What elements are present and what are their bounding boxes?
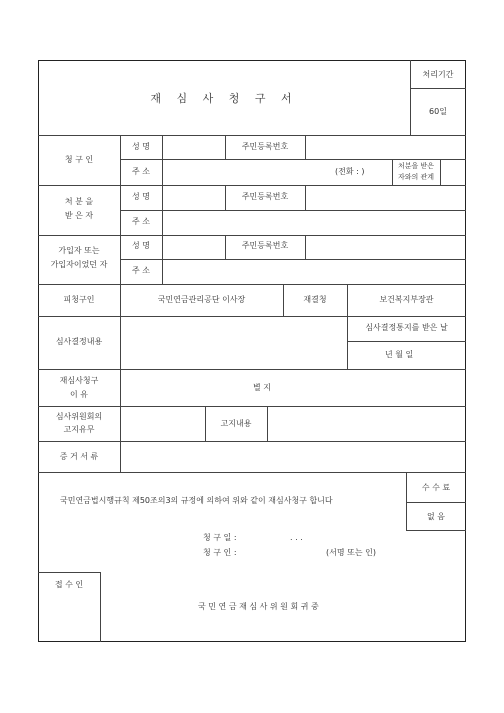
rule	[38, 284, 466, 285]
committee-notice-label-line1: 심사위원회의	[55, 412, 103, 421]
rule	[38, 185, 466, 186]
committee-notice-label-line2: 고지유무	[63, 425, 95, 434]
rule	[305, 235, 306, 259]
agency-label: 재결청	[303, 295, 327, 304]
rule	[38, 135, 466, 136]
fee-label: 수 수 료	[421, 483, 451, 492]
rule	[38, 406, 466, 407]
rule	[38, 572, 100, 573]
notice-content-label: 고지내용	[220, 419, 252, 428]
rule	[162, 235, 163, 284]
claimant-rrn-label: 주민등록번호	[241, 142, 289, 151]
rule	[100, 572, 101, 642]
rule	[305, 185, 306, 210]
reason-value: 별 지	[253, 383, 271, 392]
rule	[38, 441, 466, 442]
fee-value: 없 음	[427, 512, 445, 521]
disposition-subject-address-label: 주 소	[132, 217, 150, 226]
respondent-value: 국민연금관리공단 이사장	[157, 295, 246, 304]
subscriber-label-line1: 가입자 또는	[58, 246, 100, 255]
agency-value: 보건복지부장관	[379, 295, 434, 304]
evidence-label: 증 거 서 류	[59, 452, 99, 461]
relation-label-line2: 자와의 관계	[397, 173, 435, 181]
rule	[38, 472, 466, 473]
claimant-name-label: 성 명	[132, 142, 150, 151]
subscriber-name-label: 성 명	[132, 241, 150, 250]
rule	[406, 502, 466, 503]
rule	[120, 159, 466, 160]
rule	[120, 210, 466, 211]
subscriber-label-line2: 가입자이었던 자	[50, 260, 108, 269]
rule	[120, 259, 466, 260]
disposition-subject-label-line2: 받 은 자	[64, 211, 94, 220]
rule	[38, 369, 466, 370]
claim-date-value: . . .	[290, 533, 303, 542]
rule	[440, 159, 441, 185]
rule	[305, 135, 306, 160]
review-decision-label: 심사결정내용	[55, 337, 103, 346]
rule	[347, 341, 466, 342]
claim-statement: 국민연금법시행규칙 제50조의3의 규정에 의하여 위와 같이 재심사청구 합니다	[60, 496, 333, 505]
notice-date-label: 심사결정통지를 받은 날	[365, 323, 448, 332]
processing-period-value: 60일	[429, 107, 447, 116]
relation-label-line1: 처분을 받은	[397, 162, 435, 170]
rule	[162, 185, 163, 235]
claim-date-label: 청 구 일 :	[203, 533, 237, 542]
sign-note: (서명 또는 인)	[326, 548, 376, 557]
disposition-subject-label-line1: 처 분 을	[64, 197, 94, 206]
rule	[38, 316, 466, 317]
respondent-label: 피청구인	[63, 295, 95, 304]
claimant-address-label: 주 소	[132, 167, 150, 176]
receipt-label: 접 수 인	[54, 580, 84, 589]
subscriber-rrn-label: 주민등록번호	[241, 241, 289, 250]
addressee: 국 민 연 금 재 심 사 위 원 회 귀 중	[198, 602, 319, 611]
disposition-subject-name-label: 성 명	[132, 192, 150, 201]
rule	[120, 135, 121, 284]
rule	[38, 235, 466, 236]
rule	[410, 88, 466, 89]
claimant-phone-label: (전화 : )	[335, 167, 365, 176]
rule	[120, 284, 121, 472]
rule	[406, 530, 466, 531]
disposition-subject-rrn-label: 주민등록번호	[241, 192, 289, 201]
rule	[162, 135, 163, 160]
processing-period-label: 처리기간	[422, 70, 454, 79]
reason-label-line1: 재심사청구	[59, 376, 99, 385]
rule	[162, 159, 163, 185]
claimant-label: 청 구 인	[64, 155, 94, 164]
rule	[267, 406, 268, 441]
claimant-sign-label: 청 구 인 :	[203, 548, 237, 557]
subscriber-address-label: 주 소	[132, 266, 150, 275]
reason-label-line2: 이 유	[70, 390, 88, 399]
form-title: 재 심 사 청 구 서	[150, 92, 298, 105]
notice-date-format: 년 월 일	[385, 350, 414, 359]
